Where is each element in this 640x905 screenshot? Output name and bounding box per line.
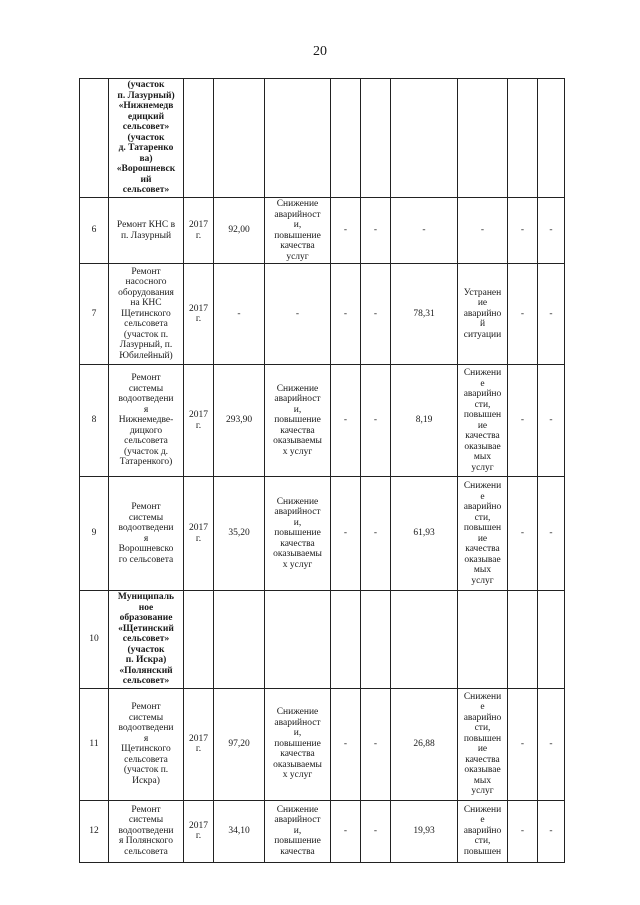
cost-cell: [214, 79, 265, 198]
col9-cell: Устранен ие аварийно й ситуации: [458, 264, 508, 365]
year-cell: 2017 г.: [184, 198, 214, 264]
cost-cell: [214, 591, 265, 689]
col7-cell: -: [361, 477, 391, 591]
col8-cell: [391, 591, 458, 689]
cost-cell: 97,20: [214, 688, 265, 800]
col9-cell: Снижени е аварийно сти, повышен ие качества оказывае мых услуг: [458, 365, 508, 477]
object-name: Ремонт КНС в п. Лазурный: [109, 198, 184, 264]
col7-cell: [361, 591, 391, 689]
row-number: [80, 79, 109, 198]
program-table: [79, 78, 565, 863]
col6-cell: -: [331, 365, 361, 477]
cost-cell: 35,20: [214, 477, 265, 591]
effect-cell: Снижение аварийност и, повышение качества оказываемы х услуг: [265, 477, 331, 591]
col6-cell: -: [331, 198, 361, 264]
col10-cell: -: [508, 198, 538, 264]
year-cell: 2017 г.: [184, 365, 214, 477]
col9-cell: [458, 591, 508, 689]
year-cell: 2017 г.: [184, 800, 214, 862]
row-number: 6: [80, 198, 109, 264]
table-row: [80, 79, 565, 198]
col6-cell: [331, 591, 361, 689]
col9-cell: Снижени е аварийно сти, повышен: [458, 800, 508, 862]
col11-cell: -: [538, 688, 565, 800]
cost-cell: -: [214, 264, 265, 365]
col7-cell: -: [361, 688, 391, 800]
row-number: 7: [80, 264, 109, 365]
col6-cell: -: [331, 688, 361, 800]
row-number: 11: [80, 688, 109, 800]
table-row: [80, 264, 565, 365]
object-name: Ремонт насосного оборудования на КНС Щетинского сельсовета (участок п. Лазурный, п. Юбилейный): [109, 264, 184, 365]
table-row: [80, 477, 565, 591]
col8-cell: 8,19: [391, 365, 458, 477]
col10-cell: -: [508, 264, 538, 365]
row-number: 12: [80, 800, 109, 862]
object-name: Ремонт системы водоотведени я Щетинского сельсовета (участок п. Искра): [109, 688, 184, 800]
col10-cell: [508, 591, 538, 689]
year-cell: 2017 г.: [184, 477, 214, 591]
object-name: Ремонт системы водоотведени я Ворошневско го сельсовета: [109, 477, 184, 591]
table-row: [80, 591, 565, 689]
year-cell: 2017 г.: [184, 264, 214, 365]
col8-cell: [391, 79, 458, 198]
col7-cell: -: [361, 365, 391, 477]
col11-cell: [538, 591, 565, 689]
cost-cell: 293,90: [214, 365, 265, 477]
col10-cell: -: [508, 800, 538, 862]
effect-cell: Снижение аварийност и, повышение качества оказываемы х услуг: [265, 365, 331, 477]
object-name: Ремонт системы водоотведени я Нижнемедве- дицкого сельсовета (участок д. Татаренкого): [109, 365, 184, 477]
col11-cell: -: [538, 264, 565, 365]
col6-cell: -: [331, 800, 361, 862]
cost-cell: 92,00: [214, 198, 265, 264]
object-name: Ремонт системы водоотведени я Полянского сельсовета: [109, 800, 184, 862]
table-row: [80, 365, 565, 477]
col9-cell: [458, 79, 508, 198]
col10-cell: -: [508, 477, 538, 591]
col11-cell: -: [538, 477, 565, 591]
col8-cell: 26,88: [391, 688, 458, 800]
col8-cell: 78,31: [391, 264, 458, 365]
col6-cell: -: [331, 264, 361, 365]
col11-cell: [538, 79, 565, 198]
col10-cell: -: [508, 688, 538, 800]
col11-cell: -: [538, 365, 565, 477]
object-name: Муниципаль ное образование «Щетинский сельсовет» (участок п. Искра) «Полянский сельсовет»: [109, 591, 184, 689]
col9-cell: Снижени е аварийно сти, повышен ие качества оказывае мых услуг: [458, 477, 508, 591]
table-row: [80, 198, 565, 264]
cost-cell: 34,10: [214, 800, 265, 862]
year-cell: [184, 79, 214, 198]
col6-cell: [331, 79, 361, 198]
col10-cell: [508, 79, 538, 198]
col8-cell: -: [391, 198, 458, 264]
effect-cell: [265, 79, 331, 198]
page-number: 20: [313, 44, 327, 59]
col9-cell: Снижени е аварийно сти, повышен ие качества оказывае мых услуг: [458, 688, 508, 800]
col7-cell: -: [361, 198, 391, 264]
col7-cell: -: [361, 264, 391, 365]
year-cell: 2017 г.: [184, 688, 214, 800]
col8-cell: 19,93: [391, 800, 458, 862]
object-name: (участок п. Лазурный) «Нижнемедв едицкий сельсовет» (участок д. Татаренко ва) «Ворошневск ий сельсовет»: [109, 79, 184, 198]
row-number: 9: [80, 477, 109, 591]
col9-cell: -: [458, 198, 508, 264]
effect-cell: Снижение аварийност и, повышение качества услуг: [265, 198, 331, 264]
col8-cell: 61,93: [391, 477, 458, 591]
table-row: [80, 688, 565, 800]
effect-cell: Снижение аварийност и, повышение качества оказываемы х услуг: [265, 688, 331, 800]
effect-cell: [265, 591, 331, 689]
col11-cell: -: [538, 800, 565, 862]
col7-cell: -: [361, 800, 391, 862]
row-number: 8: [80, 365, 109, 477]
col10-cell: -: [508, 365, 538, 477]
col7-cell: [361, 79, 391, 198]
row-number: 10: [80, 591, 109, 689]
effect-cell: -: [265, 264, 331, 365]
col6-cell: -: [331, 477, 361, 591]
col11-cell: -: [538, 198, 565, 264]
table-row: [80, 800, 565, 862]
year-cell: [184, 591, 214, 689]
effect-cell: Снижение аварийност и, повышение качества: [265, 800, 331, 862]
